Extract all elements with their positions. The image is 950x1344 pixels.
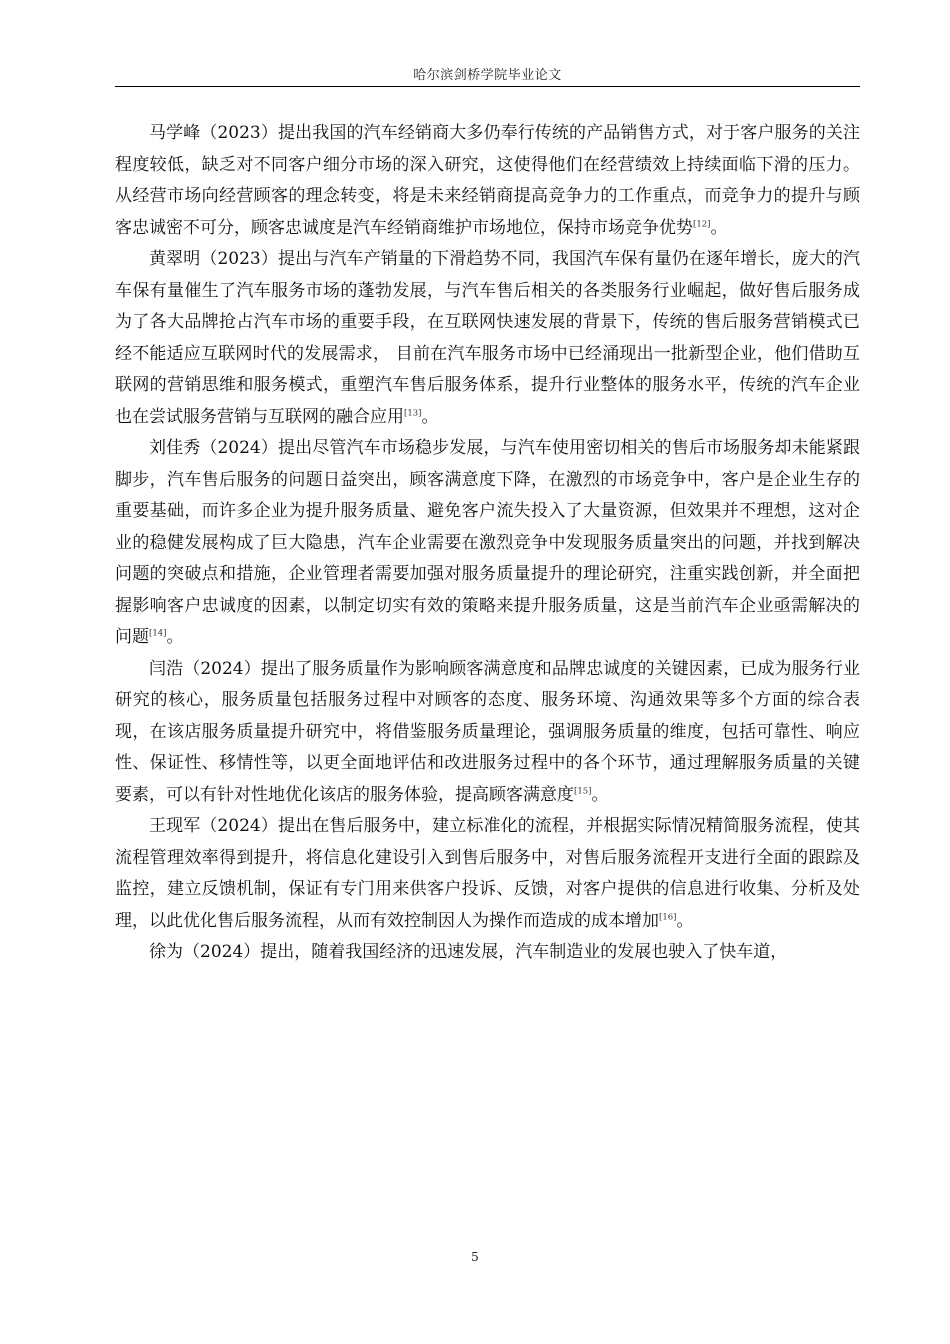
paragraph-text: 刘佳秀（2024）提出尽管汽车市场稳步发展，与汽车使用密切相关的售后市场服务却未能紧跟脚步，汽车售后服务的问题日益突出，顾客满意度下降，在激烈的市场竞争中，客户是企业生存的重要基础，而许多企业为提升服务质量、避免客户流失投入了大量资源，但效果并不理想，这对企业的稳健发展构成了巨大隐患，汽车企业需要在激烈竞争中发现服务质量突出的问题，并找到解决问题的突破点和措施，企业管理者需要加强对服务质量提升的理论研究，注重实践创新，并全面把握影响客户忠诚度的因素，以制定切实有效的策略来提升服务质量，这是当前汽车企业亟需解决的问题: [115, 438, 860, 647]
paragraph-end: 。: [710, 217, 728, 238]
running-header: 哈尔滨剑桥学院毕业论文: [413, 68, 562, 83]
paragraph-liu-jiaxiu: [115, 433, 860, 654]
paragraph-text: 徐为（2024）提出，随着我国经济的迅速发展，汽车制造业的发展也驶入了快车道，: [149, 942, 788, 962]
paragraph-ma-xuefeng: [115, 118, 860, 244]
body-text: [115, 118, 860, 969]
paragraph-end: 。: [591, 784, 609, 805]
paragraph-text: 王现军（2024）提出在售后服务中，建立标准化的流程，并根据实际情况精简服务流程，使其流程管理效率得到提升，将信息化建设引入到售后服务中，对售后服务流程开支进行全面的跟踪及监控，建立反馈机制，保证有专门用来供客户投诉、反馈，对客户提供的信息进行收集、分析及处理，以此优化售后服务流程，从而有效控制因人为操作而造成的成本增加: [115, 816, 860, 931]
paragraph-wang-xianjun: [115, 811, 860, 937]
paragraph-end: 。: [421, 406, 439, 427]
citation-12[interactable]: [12]: [693, 218, 711, 229]
paragraph-yan-hao: [115, 654, 860, 812]
citation-15[interactable]: [15]: [574, 785, 592, 796]
paragraph-text: 闫浩（2024）提出了服务质量作为影响顾客满意度和品牌忠诚度的关键因素，已成为服务行业研究的核心，服务质量包括服务过程中对顾客的态度、服务环境、沟通效果等多个方面的综合表现，在该店服务质量提升研究中，将借鉴服务质量理论，强调服务质量的维度，包括可靠性、响应性、保证性、移情性等，以更全面地评估和改进服务过程中的各个环节，通过理解服务质量的关键要素，可以有针对性地优化该店的服务体验，提高顾客满意度: [115, 658, 860, 805]
paragraph-text: 黄翠明（2023）提出与汽车产销量的下滑趋势不同，我国汽车保有量仍在逐年增长，庞大的汽车保有量催生了汽车服务市场的蓬勃发展，与汽车售后相关的各类服务行业崛起，做好售后服务成为了各大品牌抢占汽车市场的重要手段，在互联网快速发展的背景下，传统的售后服务营销模式已经不能适应互联网时代的发展需求， 目前在汽车服务市场中已经涌现出一批新型企业，他们借助互联网的营销思维和服务模式，重塑汽车售后服务体系，提升行业整体的服务水平，传统的汽车企业也在尝试服务营销与互联网的融合应用: [115, 249, 860, 427]
paragraph-text: 马学峰（2023）提出我国的汽车经销商大多仍奉行传统的产品销售方式，对于客户服务的关注程度较低，缺乏对不同客户细分市场的深入研究，这使得他们在经营绩效上持续面临下滑的压力。从经营市场向经营顾客的理念转变，将是未来经销商提高竞争力的工作重点，而竞争力的提升与顾客忠诚密不可分，顾客忠诚度是汽车经销商维护市场地位，保持市场竞争优势: [115, 123, 860, 238]
citation-14[interactable]: [14]: [149, 628, 167, 639]
page-number: 5: [471, 1250, 479, 1264]
paragraph-huang-cuiming: [115, 244, 860, 433]
citation-13[interactable]: [13]: [404, 407, 422, 418]
citation-16[interactable]: [16]: [659, 911, 677, 922]
header-divider: [115, 86, 860, 87]
paragraph-end: 。: [166, 627, 184, 647]
paragraph-end: 。: [676, 910, 694, 931]
paragraph-xu-wei: [115, 937, 860, 969]
